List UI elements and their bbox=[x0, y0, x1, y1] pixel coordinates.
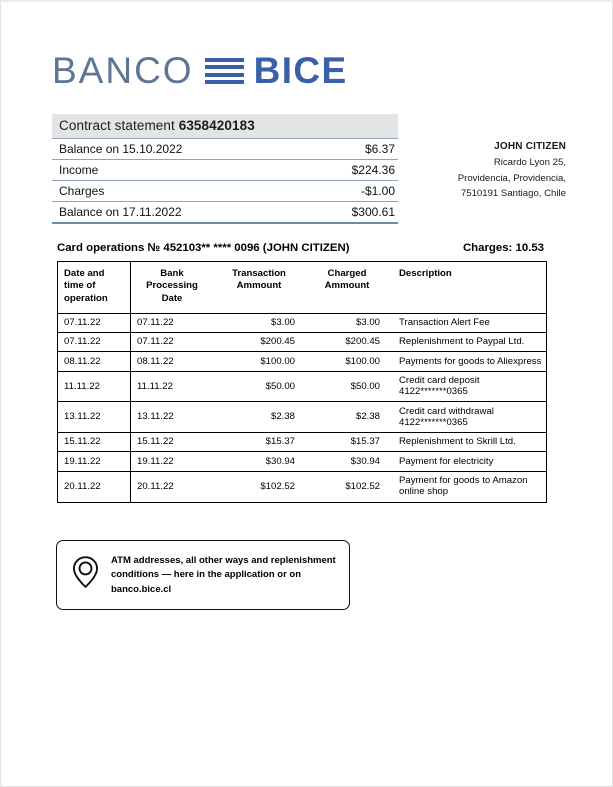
contract-statement-header bbox=[52, 114, 398, 138]
cell-date: 19.11.22 bbox=[58, 452, 131, 471]
cell-date: 11.11.22 bbox=[58, 371, 131, 402]
atm-notice-text bbox=[111, 554, 336, 597]
table-header-row bbox=[58, 262, 546, 313]
column-header-bank-processing-date: Bank Processing Date bbox=[131, 262, 214, 313]
map-pin-icon bbox=[71, 555, 100, 594]
atm-notice-box bbox=[56, 540, 350, 610]
account-holder-name: JOHN CITIZEN bbox=[494, 141, 566, 152]
cell-transaction-amount: $15.37 bbox=[213, 433, 305, 452]
atm-notice-line-3: banco.bice.cl bbox=[111, 583, 172, 595]
transactions-table-body bbox=[58, 313, 546, 501]
cell-description: Payments for goods to Aliexpress bbox=[389, 352, 546, 371]
cell-date: 13.11.22 bbox=[58, 402, 131, 433]
account-holder-address bbox=[458, 139, 566, 202]
contract-statement-number: 6358420183 bbox=[178, 118, 255, 133]
cell-charged-amount: $2.38 bbox=[305, 402, 389, 433]
contract-row-charges bbox=[52, 181, 398, 202]
column-header-description: Description bbox=[389, 262, 546, 313]
contract-row-label: Balance on 15.10.2022 bbox=[59, 142, 183, 156]
cell-date: 07.11.22 bbox=[58, 313, 131, 332]
cell-charged-amount: $3.00 bbox=[305, 313, 389, 332]
table-row bbox=[58, 352, 546, 371]
cell-charged-amount: $30.94 bbox=[305, 452, 389, 471]
contract-row-balance-end bbox=[52, 202, 398, 224]
cell-date: 15.11.22 bbox=[58, 433, 131, 452]
contract-row-value: $224.36 bbox=[351, 163, 395, 177]
cell-charged-amount: $15.37 bbox=[305, 433, 389, 452]
contract-row-value: -$1.00 bbox=[360, 184, 395, 198]
cell-bank-date: 07.11.22 bbox=[131, 313, 214, 332]
cell-transaction-amount: $3.00 bbox=[213, 313, 305, 332]
address-line-2: Providencia, Providencia, bbox=[457, 172, 566, 184]
contract-row-label: Charges bbox=[59, 184, 105, 198]
contract-row-value: $300.61 bbox=[351, 205, 395, 219]
column-header-charged-amount: Charged Ammount bbox=[305, 262, 389, 313]
table-row bbox=[58, 433, 546, 452]
cell-bank-date: 19.11.22 bbox=[131, 452, 214, 471]
cell-transaction-amount: $100.00 bbox=[213, 352, 305, 371]
cell-bank-date: 11.11.22 bbox=[131, 371, 214, 402]
card-operations-caption bbox=[57, 242, 544, 254]
table-row bbox=[58, 333, 546, 352]
cell-date: 07.11.22 bbox=[58, 333, 131, 352]
transactions-table bbox=[57, 261, 547, 503]
cell-bank-date: 07.11.22 bbox=[131, 333, 214, 352]
bank-logo bbox=[52, 46, 348, 94]
contract-row-label: Income bbox=[59, 163, 99, 177]
cell-transaction-amount: $50.00 bbox=[213, 371, 305, 402]
logo-word-bice: BICE bbox=[253, 49, 348, 91]
table-row bbox=[58, 371, 546, 402]
atm-notice-line-1: ATM addresses, all other ways and replenishment bbox=[111, 555, 336, 566]
contract-row-balance-start bbox=[52, 138, 398, 160]
contract-row-income bbox=[52, 160, 398, 181]
cell-date: 20.11.22 bbox=[58, 471, 131, 501]
atm-notice-line-2: conditions — here in the application or on bbox=[111, 569, 302, 581]
cell-transaction-amount: $102.52 bbox=[260, 480, 295, 492]
cell-description: Payment for electricity bbox=[389, 452, 546, 471]
card-operations-charges: Charges: 10.53 bbox=[462, 242, 544, 254]
cell-description: Payment for goods to Amazon online shop bbox=[399, 474, 528, 498]
page-watermark bbox=[269, 737, 589, 771]
cell-transaction-amount: $30.94 bbox=[213, 452, 305, 471]
cell-description: Replenishment to Skrill Ltd. bbox=[389, 433, 546, 452]
cell-charged-amount: $100.00 bbox=[305, 352, 389, 371]
cell-description: Credit card withdrawal 4122*******0365 bbox=[389, 402, 546, 433]
cell-charged-amount: $102.52 bbox=[345, 480, 380, 492]
table-row bbox=[58, 452, 546, 471]
cell-date: 08.11.22 bbox=[58, 352, 131, 371]
table-row bbox=[58, 471, 546, 501]
address-line-1: Ricardo Lyon 25, bbox=[493, 157, 566, 169]
cell-description: Replenishment to Paypal Ltd. bbox=[389, 333, 546, 352]
cell-bank-date: 13.11.22 bbox=[131, 402, 214, 433]
contract-statement-label: Contract statement bbox=[59, 118, 175, 133]
logo-word-banco: BANCO bbox=[52, 49, 194, 91]
table-row bbox=[58, 402, 546, 433]
horizontal-bars-icon bbox=[205, 56, 244, 84]
table-row bbox=[58, 313, 546, 332]
cell-charged-amount: $50.00 bbox=[305, 371, 389, 402]
cell-description: Credit card deposit 4122*******0365 bbox=[389, 371, 546, 402]
cell-bank-date: 15.11.22 bbox=[131, 433, 214, 452]
column-header-transaction-amount: Transaction Ammount bbox=[213, 262, 305, 313]
address-line-3: 7510191 Santiago, Chile bbox=[460, 188, 566, 200]
cell-bank-date: 08.11.22 bbox=[131, 352, 214, 371]
cell-bank-date: 20.11.22 bbox=[137, 480, 174, 492]
cell-charged-amount: $200.45 bbox=[305, 333, 389, 352]
contract-row-value: $6.37 bbox=[364, 142, 395, 156]
cell-transaction-amount: $200.45 bbox=[213, 333, 305, 352]
card-operations-title: Card operations № 452103** **** 0096 (JOHN CITIZEN) bbox=[57, 242, 350, 254]
contract-row-label: Balance on 17.11.2022 bbox=[59, 205, 182, 219]
cell-description: Transaction Alert Fee bbox=[389, 313, 546, 332]
column-header-date: Date and time of operation bbox=[58, 262, 131, 313]
cell-transaction-amount: $2.38 bbox=[213, 402, 305, 433]
contract-statement-block bbox=[52, 114, 398, 224]
